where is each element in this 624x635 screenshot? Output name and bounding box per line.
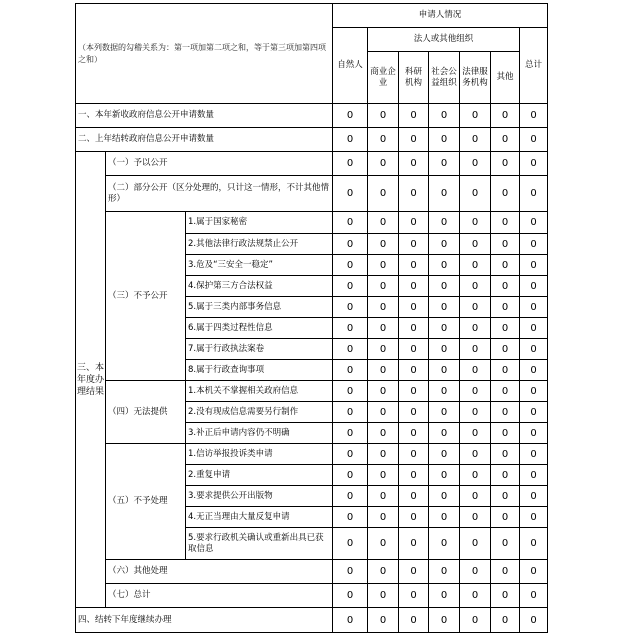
value-cell: 0 [429, 507, 460, 528]
value-cell: 0 [491, 176, 520, 212]
value-cell: 0 [491, 381, 520, 402]
value-cell: 0 [520, 318, 548, 339]
value-cell: 0 [333, 212, 368, 234]
value-cell: 0 [491, 104, 520, 128]
item-label: 4.保护第三方合法权益 [186, 276, 333, 297]
value-cell: 0 [368, 318, 399, 339]
value-cell: 0 [520, 402, 548, 423]
disclosure-table [75, 3, 548, 633]
header-research: 科研机构 [399, 52, 429, 104]
value-cell: 0 [429, 212, 460, 234]
item-label: 5.属于三类内部事务信息 [186, 297, 333, 318]
value-cell: 0 [460, 507, 491, 528]
header-legal-service: 法律服务机构 [460, 52, 491, 104]
value-cell: 0 [368, 560, 399, 584]
item-label: 2.没有现成信息需要另行制作 [186, 402, 333, 423]
value-cell: 0 [399, 360, 429, 381]
value-cell: 0 [368, 234, 399, 255]
value-cell: 0 [399, 608, 429, 633]
value-cell: 0 [520, 176, 548, 212]
value-cell: 0 [491, 255, 520, 276]
value-cell: 0 [460, 104, 491, 128]
value-cell: 0 [368, 381, 399, 402]
value-cell: 0 [491, 297, 520, 318]
value-cell: 0 [399, 423, 429, 444]
value-cell: 0 [429, 297, 460, 318]
value-cell: 0 [429, 234, 460, 255]
value-cell: 0 [460, 339, 491, 360]
row-label: （二）部分公开（区分处理的，只计这一情形，不计其他情形） [106, 176, 333, 212]
value-cell: 0 [429, 608, 460, 633]
value-cell: 0 [520, 584, 548, 608]
value-cell: 0 [399, 152, 429, 176]
item-label: 1.信访举报投诉类申请 [186, 444, 333, 465]
value-cell: 0 [399, 528, 429, 560]
value-cell: 0 [491, 318, 520, 339]
value-cell: 0 [333, 507, 368, 528]
value-cell: 0 [460, 128, 491, 152]
value-cell: 0 [491, 560, 520, 584]
value-cell: 0 [520, 104, 548, 128]
header-applicant: 申请人情况 [333, 4, 548, 28]
table-row [76, 152, 548, 176]
value-cell: 0 [429, 255, 460, 276]
table-row [76, 381, 548, 402]
value-cell: 0 [520, 255, 548, 276]
table-row [76, 560, 548, 584]
value-cell: 0 [399, 381, 429, 402]
group-label: （三）不予公开 [106, 212, 186, 381]
value-cell: 0 [460, 297, 491, 318]
item-label: 7.属于行政执法案卷 [186, 339, 333, 360]
header-natural-person: 自然人 [333, 28, 368, 104]
value-cell: 0 [368, 176, 399, 212]
value-cell: 0 [333, 104, 368, 128]
item-label: 2.重复申请 [186, 465, 333, 486]
value-cell: 0 [491, 608, 520, 633]
table-row [76, 212, 548, 234]
value-cell: 0 [429, 560, 460, 584]
value-cell: 0 [399, 486, 429, 507]
value-cell: 0 [399, 507, 429, 528]
value-cell: 0 [399, 584, 429, 608]
value-cell: 0 [429, 584, 460, 608]
value-cell: 0 [399, 234, 429, 255]
value-cell: 0 [460, 486, 491, 507]
value-cell: 0 [460, 381, 491, 402]
value-cell: 0 [491, 339, 520, 360]
value-cell: 0 [460, 465, 491, 486]
value-cell: 0 [520, 360, 548, 381]
value-cell: 0 [368, 297, 399, 318]
item-label: 3.补正后申请内容仍不明确 [186, 423, 333, 444]
value-cell: 0 [429, 318, 460, 339]
item-label: 2.其他法律行政法规禁止公开 [186, 234, 333, 255]
header-legal-group: 法人或其他组织 [368, 28, 520, 52]
table-row [76, 444, 548, 465]
value-cell: 0 [333, 381, 368, 402]
value-cell: 0 [520, 486, 548, 507]
value-cell: 0 [520, 507, 548, 528]
row-label: （一）予以公开 [106, 152, 333, 176]
value-cell: 0 [460, 276, 491, 297]
item-label: 1.本机关不掌握相关政府信息 [186, 381, 333, 402]
value-cell: 0 [520, 234, 548, 255]
table-row [76, 104, 548, 128]
row-label: 一、本年新收政府信息公开申请数量 [76, 104, 333, 128]
value-cell: 0 [491, 486, 520, 507]
value-cell: 0 [491, 360, 520, 381]
value-cell: 0 [491, 402, 520, 423]
item-label: 4.无正当理由大量反复申请 [186, 507, 333, 528]
group-label: （四）无法提供 [106, 381, 186, 444]
value-cell: 0 [429, 444, 460, 465]
value-cell: 0 [460, 318, 491, 339]
value-cell: 0 [460, 360, 491, 381]
table-row [76, 584, 548, 608]
value-cell: 0 [368, 402, 399, 423]
value-cell: 0 [399, 318, 429, 339]
item-label: 1.属于国家秘密 [186, 212, 333, 234]
value-cell: 0 [429, 465, 460, 486]
value-cell: 0 [491, 528, 520, 560]
value-cell: 0 [399, 297, 429, 318]
value-cell: 0 [399, 176, 429, 212]
value-cell: 0 [333, 528, 368, 560]
value-cell: 0 [429, 276, 460, 297]
value-cell: 0 [368, 212, 399, 234]
value-cell: 0 [520, 444, 548, 465]
value-cell: 0 [333, 608, 368, 633]
value-cell: 0 [460, 234, 491, 255]
value-cell: 0 [333, 297, 368, 318]
value-cell: 0 [368, 584, 399, 608]
value-cell: 0 [520, 339, 548, 360]
row-label: （七）总计 [106, 584, 333, 608]
value-cell: 0 [460, 528, 491, 560]
value-cell: 0 [429, 152, 460, 176]
value-cell: 0 [333, 255, 368, 276]
value-cell: 0 [520, 128, 548, 152]
value-cell: 0 [429, 339, 460, 360]
value-cell: 0 [399, 560, 429, 584]
value-cell: 0 [491, 234, 520, 255]
value-cell: 0 [368, 486, 399, 507]
value-cell: 0 [333, 465, 368, 486]
value-cell: 0 [333, 234, 368, 255]
group-label: （五）不予处理 [106, 444, 186, 560]
value-cell: 0 [333, 318, 368, 339]
value-cell: 0 [520, 608, 548, 633]
table-row [76, 608, 548, 633]
value-cell: 0 [368, 276, 399, 297]
value-cell: 0 [399, 128, 429, 152]
value-cell: 0 [333, 444, 368, 465]
value-cell: 0 [460, 608, 491, 633]
value-cell: 0 [399, 212, 429, 234]
value-cell: 0 [491, 152, 520, 176]
header-commercial: 商业企业 [368, 52, 399, 104]
value-cell: 0 [491, 423, 520, 444]
row-label: 四、结转下年度继续办理 [76, 608, 333, 633]
value-cell: 0 [333, 339, 368, 360]
value-cell: 0 [520, 560, 548, 584]
value-cell: 0 [460, 444, 491, 465]
section-label: 三、本年度办理结果 [76, 152, 106, 608]
value-cell: 0 [460, 152, 491, 176]
value-cell: 0 [399, 402, 429, 423]
value-cell: 0 [491, 444, 520, 465]
header-public-org: 社会公益组织 [429, 52, 460, 104]
value-cell: 0 [460, 255, 491, 276]
value-cell: 0 [460, 560, 491, 584]
value-cell: 0 [333, 176, 368, 212]
value-cell: 0 [333, 360, 368, 381]
value-cell: 0 [520, 152, 548, 176]
value-cell: 0 [399, 444, 429, 465]
value-cell: 0 [460, 402, 491, 423]
value-cell: 0 [429, 360, 460, 381]
value-cell: 0 [491, 584, 520, 608]
value-cell: 0 [368, 444, 399, 465]
value-cell: 0 [333, 128, 368, 152]
value-cell: 0 [520, 423, 548, 444]
value-cell: 0 [520, 276, 548, 297]
value-cell: 0 [333, 486, 368, 507]
item-label: 8.属于行政查询事项 [186, 360, 333, 381]
value-cell: 0 [333, 276, 368, 297]
value-cell: 0 [429, 528, 460, 560]
value-cell: 0 [491, 465, 520, 486]
value-cell: 0 [399, 465, 429, 486]
value-cell: 0 [429, 128, 460, 152]
value-cell: 0 [399, 339, 429, 360]
row-label: 二、上年结转政府信息公开申请数量 [76, 128, 333, 152]
value-cell: 0 [491, 128, 520, 152]
value-cell: 0 [460, 584, 491, 608]
value-cell: 0 [368, 423, 399, 444]
value-cell: 0 [491, 276, 520, 297]
header-note: （本列数据的勾稽关系为：第一项加第二项之和，等于第三项加第四项之和） [76, 4, 333, 104]
value-cell: 0 [368, 152, 399, 176]
item-label: 6.属于四类过程性信息 [186, 318, 333, 339]
value-cell: 0 [520, 297, 548, 318]
value-cell: 0 [399, 104, 429, 128]
value-cell: 0 [429, 423, 460, 444]
value-cell: 0 [368, 465, 399, 486]
value-cell: 0 [520, 465, 548, 486]
item-label: 5.要求行政机关确认或重新出具已获取信息 [186, 528, 333, 560]
table-row [76, 176, 548, 212]
value-cell: 0 [460, 423, 491, 444]
header-total: 总计 [520, 28, 548, 104]
value-cell: 0 [429, 486, 460, 507]
value-cell: 0 [460, 176, 491, 212]
value-cell: 0 [333, 402, 368, 423]
value-cell: 0 [333, 584, 368, 608]
value-cell: 0 [368, 608, 399, 633]
value-cell: 0 [520, 212, 548, 234]
row-label: （六）其他处理 [106, 560, 333, 584]
value-cell: 0 [368, 528, 399, 560]
value-cell: 0 [368, 128, 399, 152]
value-cell: 0 [429, 402, 460, 423]
item-label: 3.危及“三安全一稳定” [186, 255, 333, 276]
value-cell: 0 [429, 381, 460, 402]
value-cell: 0 [491, 212, 520, 234]
header-other: 其他 [491, 52, 520, 104]
value-cell: 0 [520, 528, 548, 560]
value-cell: 0 [399, 255, 429, 276]
value-cell: 0 [368, 339, 399, 360]
value-cell: 0 [429, 176, 460, 212]
value-cell: 0 [333, 560, 368, 584]
value-cell: 0 [368, 360, 399, 381]
item-label: 3.要求提供公开出版物 [186, 486, 333, 507]
value-cell: 0 [491, 507, 520, 528]
value-cell: 0 [333, 152, 368, 176]
table-row [76, 128, 548, 152]
value-cell: 0 [333, 423, 368, 444]
value-cell: 0 [368, 104, 399, 128]
value-cell: 0 [429, 104, 460, 128]
value-cell: 0 [460, 212, 491, 234]
value-cell: 0 [368, 255, 399, 276]
value-cell: 0 [520, 381, 548, 402]
value-cell: 0 [399, 276, 429, 297]
value-cell: 0 [368, 507, 399, 528]
